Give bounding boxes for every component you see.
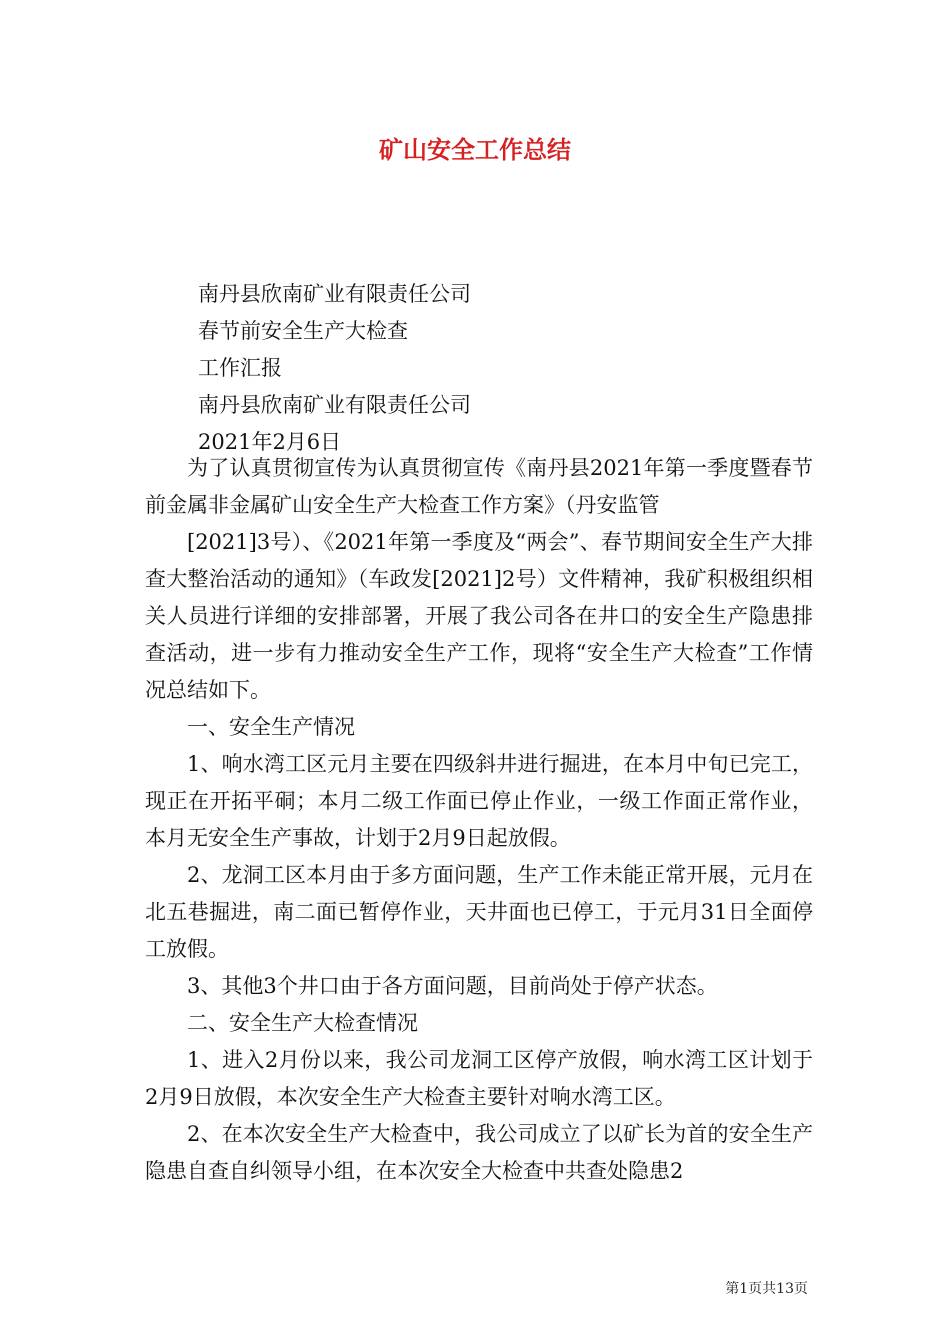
document-body: [145, 450, 813, 1190]
document-header-block: [198, 276, 818, 461]
paragraph-item-2-2: 2、在本次安全生产大检查中，我公司成立了以矿长为首的安全生产隐患自查自纠领导小组，在本次安全大检查中共查处隐患2: [145, 1122, 813, 1183]
section-heading-1: 一、安全生产情况: [187, 715, 355, 739]
paragraph-intro: 为了认真贯彻宣传为认真贯彻宣传《南丹县2021年第一季度暨春节前金属非金属矿山安全生产大检查工作方案》（丹安监管: [145, 456, 813, 517]
document-title: 矿山安全工作总结: [379, 135, 571, 164]
header-line-company: 南丹县欣南矿业有限责任公司: [198, 282, 471, 306]
paragraph-intro-continued: [2021]3号）、《2021年第一季度及“两会”、春节期间安全生产大排查大整治活动的通知》（车政发[2021]2号）文件精神，我矿积极组织相关人员进行详细的安排部署，开展了我公司各在井口的安全生产隐患排查活动，进一步有力推动安全生产工作，现将“安全生产大检查”工作情况总结如下。: [145, 530, 813, 702]
paragraph-item-1-3: 3、其他3个井口由于各方面问题，目前尚处于停产状态。: [187, 974, 718, 998]
page-number-footer: 第1页共13页: [725, 1281, 808, 1297]
header-line-date: 2021年2月6日: [198, 430, 342, 454]
header-line-issuer: 南丹县欣南矿业有限责任公司: [198, 393, 471, 417]
paragraph-item-1-1: 1、响水湾工区元月主要在四级斜井进行掘进，在本月中旬已完工，现正在开拓平硐；本月二级工作面已停止作业，一级工作面正常作业，本月无安全生产事故，计划于2月9日起放假。: [145, 752, 813, 850]
section-heading-2: 二、安全生产大检查情况: [187, 1011, 418, 1035]
header-line-report-type: 工作汇报: [198, 356, 282, 380]
paragraph-item-1-2: 2、龙洞工区本月由于多方面问题，生产工作未能正常开展，元月在北五巷掘进，南二面已暂停作业，天井面也已停工，于元月31日全面停工放假。: [145, 863, 813, 961]
paragraph-item-2-1: 1、进入2月份以来，我公司龙洞工区停产放假，响水湾工区计划于2月9日放假，本次安全生产大检查主要针对响水湾工区。: [145, 1048, 813, 1109]
header-line-subject: 春节前安全生产大检查: [198, 319, 408, 343]
